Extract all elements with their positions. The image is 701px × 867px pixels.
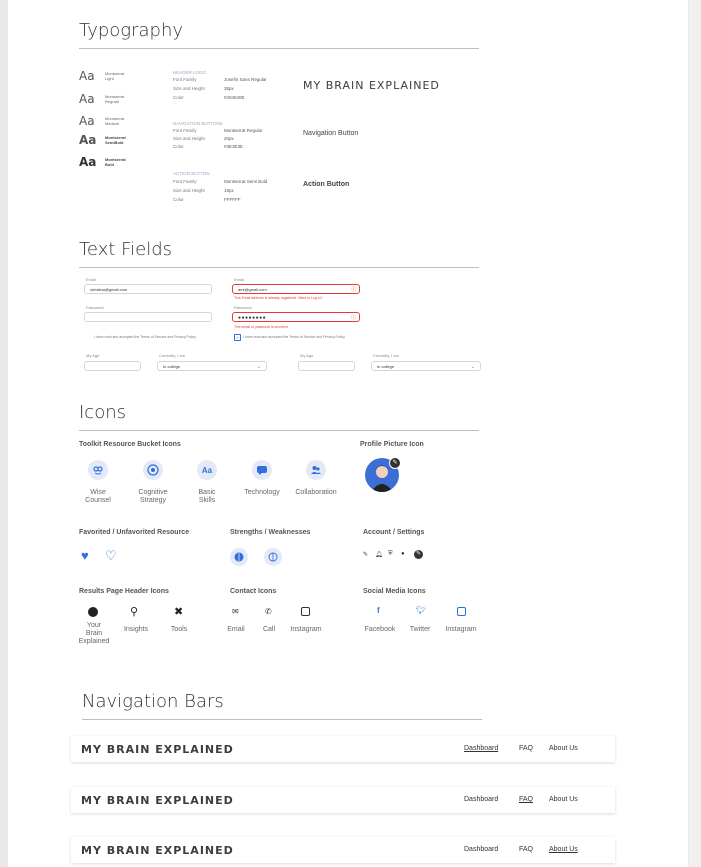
currently-select[interactable]: In college ⌄	[157, 361, 267, 371]
phone-icon[interactable]: ✆	[265, 607, 272, 616]
password-label: Password	[86, 305, 104, 310]
bell-icon[interactable]: 🔔︎	[375, 552, 383, 558]
spec-key: Color	[173, 95, 184, 100]
social-caption: Instagram	[445, 626, 477, 633]
type-sample-name: Montserrat SemiBold	[105, 135, 126, 145]
typography-divider	[79, 48, 479, 49]
password-input[interactable]	[84, 312, 212, 322]
spec-value: Montserrat Regular	[224, 128, 263, 133]
shield-icon[interactable]: ⛨	[388, 551, 393, 557]
error-icon: ⓘ	[350, 287, 356, 293]
nav-link-faq[interactable]: FAQ	[519, 846, 534, 853]
spec-key: Font Family	[173, 77, 197, 82]
nav-link-dashboard[interactable]: Dashboard	[464, 745, 499, 752]
text-fields-title: Text Fields	[79, 239, 173, 260]
social-heading: Social Media Icons	[363, 588, 426, 595]
email-label: Email	[234, 277, 245, 282]
age-label: My Age	[300, 353, 314, 358]
toolkit-caption: Technology	[244, 489, 280, 496]
spec-key: Size and Height	[173, 136, 205, 141]
toolkit-caption: Basic Skills	[198, 489, 216, 504]
navbar	[71, 787, 615, 813]
navbar	[71, 736, 615, 762]
nav-link-about-us[interactable]: About Us	[549, 846, 578, 853]
terms-checkbox-checked[interactable]: ✓	[235, 335, 240, 340]
type-sample-glyph: Aa	[79, 133, 97, 147]
social-caption: Facebook	[364, 626, 396, 633]
chevron-down-icon: ⌄	[256, 364, 261, 370]
type-sample-name: Montserrat Light	[105, 71, 125, 81]
users-icon[interactable]	[306, 460, 326, 480]
spec-value: #3E3E3E	[224, 144, 244, 149]
toolkit-caption: Wise Counsel	[85, 489, 111, 504]
terms-text: I have read and accepted the Terms of Service and Privacy Policy	[243, 335, 345, 339]
type-sample-name: Montserrat Regular	[105, 94, 125, 104]
email-input-error[interactable]: ami@gmail.com ⓘ	[232, 284, 360, 294]
email-label: Email	[86, 277, 97, 282]
spec-key: Size and Height	[173, 188, 205, 193]
email-input[interactable]: christina@gmail.com	[84, 284, 212, 294]
spec-value: 35px	[224, 86, 234, 91]
currently-label: Currently, I am	[373, 353, 399, 358]
error-icon: ⓘ	[350, 315, 356, 321]
toolkit-caption: Cognitive Strategy	[138, 489, 168, 504]
results-heading: Results Page Header Icons	[79, 588, 169, 595]
type-sample-glyph: Aa	[79, 92, 95, 106]
email-icon[interactable]: ✉	[232, 607, 239, 616]
age-input[interactable]	[84, 361, 141, 371]
password-label: Password	[234, 305, 252, 310]
spec-heading: ACTION BUTTON	[173, 171, 210, 176]
nav-link-faq[interactable]: FAQ	[519, 796, 534, 803]
spec-key: Size and Height	[173, 86, 205, 91]
type-sample-glyph: Aa	[79, 155, 97, 169]
spec-key: Font Family	[173, 179, 197, 184]
action-button-preview: Action Button	[303, 181, 350, 188]
nav-link-dashboard[interactable]: Dashboard	[464, 796, 499, 803]
pencil-icon[interactable]: ✎	[363, 552, 369, 558]
currently-label: Currently, I am	[159, 353, 185, 358]
results-caption: Tools	[170, 626, 188, 633]
nav-brand[interactable]: MY BRAIN EXPLAINED	[81, 844, 234, 857]
age-label: My Age	[86, 353, 100, 358]
target-icon[interactable]	[143, 460, 163, 480]
toolkit-heading: Toolkit Resource Bucket Icons	[79, 441, 181, 448]
heart-outline-icon[interactable]: ♡	[105, 548, 117, 563]
contact-caption: Instagram	[290, 626, 322, 633]
nav-link-about-us[interactable]: About Us	[549, 796, 578, 803]
password-input-error[interactable]: ●●●●●●●● ⓘ	[232, 312, 360, 322]
style-guide-page	[8, 0, 688, 867]
chat-icon[interactable]	[252, 460, 272, 480]
results-caption: Insights	[123, 626, 149, 633]
text-fields-divider	[79, 267, 479, 268]
owl-icon[interactable]	[88, 460, 108, 480]
instagram-icon[interactable]	[301, 607, 310, 616]
spec-value: 18px	[224, 188, 234, 193]
navbar	[71, 837, 615, 863]
spec-key: Color	[173, 197, 184, 202]
spec-key: Color	[173, 144, 184, 149]
spec-heading: HEADER LOGO	[173, 70, 207, 75]
brain-outline-icon[interactable]	[264, 548, 282, 566]
spec-value: Montserrat Semi Bold	[224, 179, 268, 184]
terms-checkbox[interactable]	[86, 335, 91, 340]
password-error-message: This email or password is incorrect.	[234, 325, 289, 329]
type-sample-name: Montserrat Bold	[105, 157, 126, 167]
spec-value: FFFFFF	[224, 197, 241, 202]
contact-heading: Contact Icons	[230, 588, 277, 595]
instagram-icon[interactable]	[457, 607, 466, 616]
type-sample-glyph: Aa	[79, 114, 95, 128]
nav-link-faq[interactable]: FAQ	[519, 745, 534, 752]
navigation-bars-title: Navigation Bars	[82, 691, 224, 712]
nav-button-preview: Navigation Button	[303, 130, 359, 137]
twitter-icon[interactable]: 🐦︎	[416, 606, 427, 615]
spec-value: Josefin Sans Regular	[224, 77, 267, 82]
typography-title: Typography	[79, 20, 184, 41]
email-error-message: This Email address is already registered. Want to Log in?	[234, 296, 323, 300]
icons-title: Icons	[79, 402, 127, 423]
navigation-bars-divider	[82, 719, 482, 720]
terms-text: I have read and accepted the Terms of Service and Privacy Policy	[94, 335, 196, 339]
user-icon[interactable]: ●	[401, 551, 405, 557]
scrollbar[interactable]	[689, 0, 701, 867]
favorite-heading: Favorited / Unfavorited Resource	[79, 529, 190, 536]
tools-icon[interactable]: ✖	[174, 606, 184, 618]
toolkit-caption: Collaboration	[295, 489, 337, 496]
account-heading: Account / Settings	[363, 529, 425, 536]
contact-caption: Call	[262, 626, 276, 633]
icons-divider	[79, 430, 479, 431]
aa-icon[interactable]: Aa	[197, 460, 217, 480]
spec-key: Font Family	[173, 128, 197, 133]
age-input[interactable]	[298, 361, 355, 371]
results-caption: Your Brain Explained	[78, 622, 110, 645]
chevron-down-icon: ⌄	[470, 364, 475, 370]
spec-heading: NAVIGATION BUTTONS	[173, 121, 223, 126]
brain-filled-icon[interactable]	[230, 548, 248, 566]
nav-brand[interactable]: MY BRAIN EXPLAINED	[81, 743, 234, 756]
type-sample-glyph: Aa	[79, 69, 95, 83]
spec-value: #404040E	[224, 95, 245, 100]
contact-caption: Email	[227, 626, 245, 633]
currently-select[interactable]: In college ⌄	[371, 361, 481, 371]
strengths-heading: Strengths / Weaknesses	[230, 529, 311, 536]
logo-preview: MY BRAIN EXPLAINED	[303, 79, 440, 92]
social-caption: Twitter	[409, 626, 431, 633]
nav-brand[interactable]: MY BRAIN EXPLAINED	[81, 794, 234, 807]
nav-link-dashboard[interactable]: Dashboard	[464, 846, 499, 853]
profile-heading: Profile Picture Icon	[360, 441, 424, 448]
search-icon[interactable]: ⚲	[130, 606, 139, 618]
heart-filled-icon[interactable]: ♥	[81, 548, 89, 563]
edit-circle-icon[interactable]: ✎	[415, 551, 422, 557]
brain-icon[interactable]	[88, 607, 98, 617]
edit-pencil-icon[interactable]: ✎	[389, 457, 401, 469]
facebook-icon[interactable]: f	[377, 606, 380, 615]
spec-value: 20px	[224, 136, 234, 141]
type-sample-name: Montserrat Medium	[105, 116, 125, 126]
nav-link-about-us[interactable]: About Us	[549, 745, 578, 752]
